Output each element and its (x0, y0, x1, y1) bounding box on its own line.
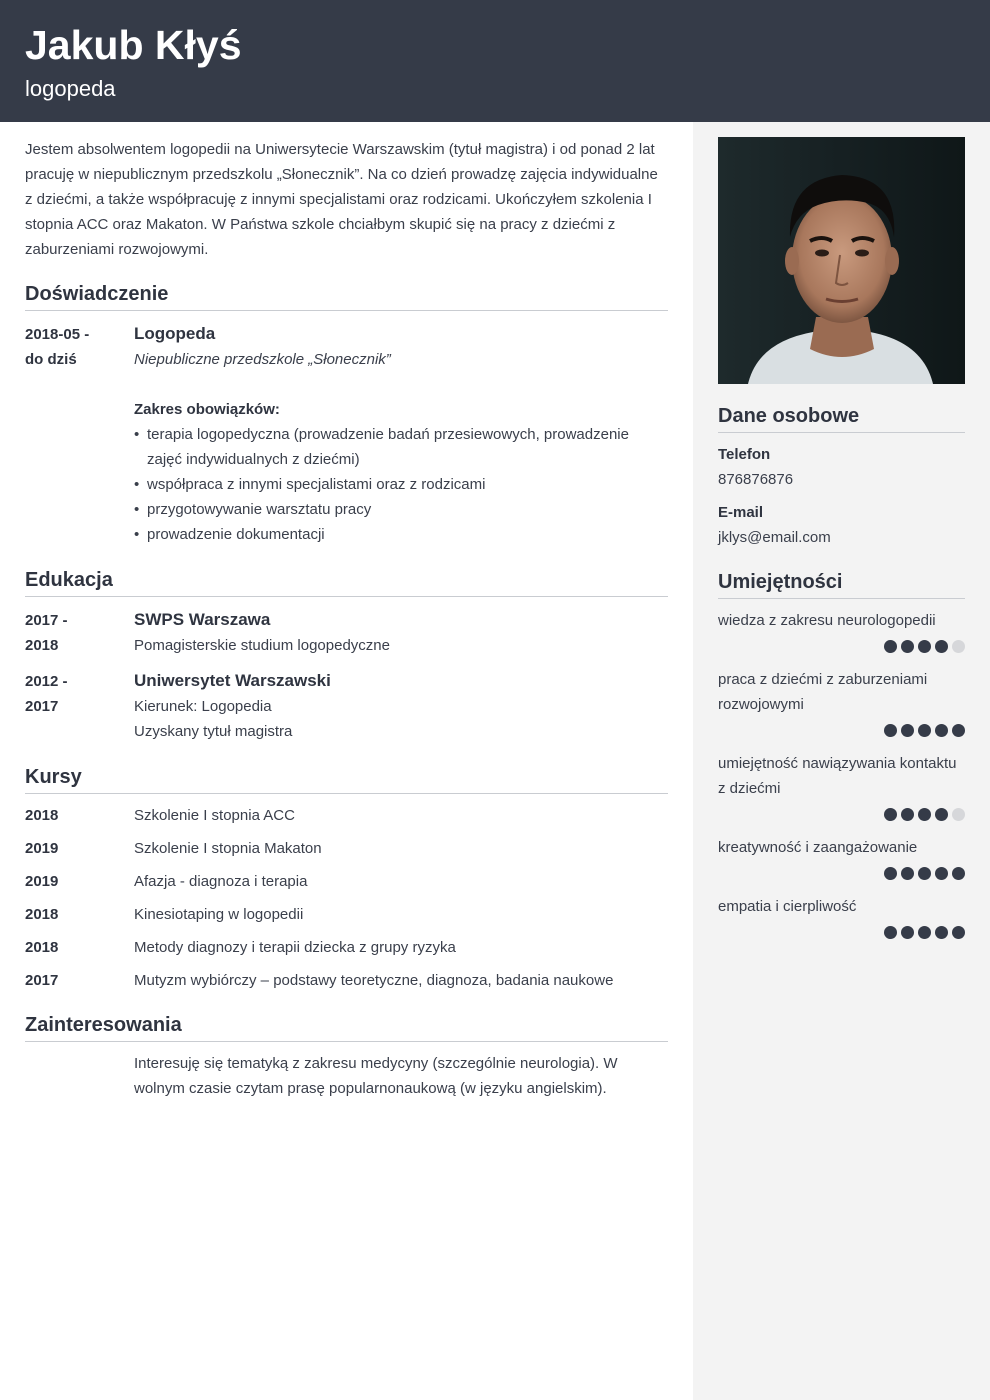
rating-dot-filled (935, 926, 948, 939)
rating-dot-filled (901, 640, 914, 653)
experience-date-from: 2018-05 - (25, 326, 90, 343)
section-title-interests: Zainteresowania (25, 1012, 668, 1042)
email-label: E-mail (718, 504, 764, 521)
section-title-personal: Dane osobowe (718, 403, 965, 433)
list-item: • przygotowywanie warsztatu pracy (134, 497, 668, 522)
course-name: Kinesiotaping w logopedii (134, 906, 304, 923)
rating-dot-filled (918, 867, 931, 880)
rating-dot-filled (935, 724, 948, 737)
rating-dot-empty (952, 640, 965, 653)
skill-rating (884, 724, 965, 737)
section-title-education: Edukacja (25, 567, 668, 597)
skill-rating (884, 867, 965, 880)
section-title-experience: Doświadczenie (25, 281, 668, 311)
education-detail: Kierunek: Logopedia (134, 698, 272, 715)
section-title-courses: Kursy (25, 764, 668, 794)
course-year: 2018 (25, 807, 59, 824)
skill-rating (884, 926, 965, 939)
rating-dot-filled (918, 724, 931, 737)
education-entry (134, 668, 668, 744)
email-value: jklys@email.com (718, 529, 831, 546)
rating-dot-filled (901, 808, 914, 821)
rating-dot-filled (901, 724, 914, 737)
rating-dot-filled (884, 867, 897, 880)
course-name: Afazja - diagnoza i terapia (134, 873, 308, 890)
education-date-from: 2017 - (25, 612, 68, 629)
phone-label: Telefon (718, 446, 771, 463)
rating-dot-filled (935, 808, 948, 821)
rating-dot-filled (884, 640, 897, 653)
education-entry (134, 607, 668, 658)
rating-dot-filled (884, 926, 897, 939)
experience-date-to: do dziś (25, 351, 77, 368)
rating-dot-filled (935, 640, 948, 653)
skill-name: empatia i cierpliwość (718, 898, 857, 915)
duties-list (134, 422, 668, 547)
profile-photo (718, 137, 965, 384)
rating-dot-filled (918, 808, 931, 821)
course-name: Szkolenie I stopnia ACC (134, 807, 295, 824)
skill-name: praca z dziećmi z zaburzeniami rozwojowymi (718, 671, 928, 713)
profile-summary: Jestem absolwentem logopedii na Uniwersytecie Warszawskim (tytuł magistra) i od ponad 2 lat pracuję w niepublicznym przedszkolu „Słonecznik”. Na co dzień prowadzę zajęcia indywidualne z dziećmi, a także współpracuję z innymi specjalistami oraz rodzicami. Ukończyłem szkolenia I stopnia ACC oraz Makaton. W Państwa szkole chciałbym skupić się na pracy z dziećmi z zaburzeniami rozwojowymi. (25, 141, 658, 258)
rating-dot-filled (952, 724, 965, 737)
rating-dot-filled (884, 808, 897, 821)
rating-dot-filled (901, 926, 914, 939)
rating-dot-filled (918, 926, 931, 939)
skill-rating (884, 640, 965, 653)
education-date-from: 2012 - (25, 673, 68, 690)
education-detail: Pomagisterskie studium logopedyczne (134, 637, 390, 654)
education-detail: Uzyskany tytuł magistra (134, 723, 293, 740)
rating-dot-filled (901, 867, 914, 880)
list-item: • terapia logopedyczna (prowadzenie badań przesiewowych, prowadzenie zajęć indywidualnych z dziećmi) (134, 422, 668, 472)
skill-rating (884, 808, 965, 821)
resume-header (0, 0, 990, 122)
course-year: 2019 (25, 873, 59, 890)
job-company: Niepubliczne przedszkole „Słonecznik” (134, 351, 391, 368)
rating-dot-empty (952, 808, 965, 821)
skill-name: umiejętność nawiązywania kontaktu z dziećmi (718, 755, 957, 797)
skill-name: wiedza z zakresu neurologopedii (718, 612, 936, 629)
course-year: 2019 (25, 840, 59, 857)
course-year: 2018 (25, 939, 59, 956)
list-item: • współpraca z innymi specjalistami oraz z rodzicami (134, 472, 668, 497)
course-name: Mutyzm wybiórczy – podstawy teoretyczne, diagnoza, badania naukowe (134, 972, 614, 989)
rating-dot-filled (935, 867, 948, 880)
section-title-skills: Umiejętności (718, 569, 965, 599)
course-name: Metody diagnozy i terapii dziecka z grupy ryzyka (134, 939, 456, 956)
phone-value: 876876876 (718, 471, 794, 488)
candidate-role: logopeda (25, 76, 116, 101)
rating-dot-filled (952, 926, 965, 939)
job-position: Logopeda (134, 324, 216, 343)
rating-dot-filled (884, 724, 897, 737)
experience-entry (134, 321, 668, 547)
interests-text: Interesuję się tematyką z zakresu medycyny (szczególnie neurologia). W wolnym czasie czytam prasę popularnonaukową (w języku angielskim). (134, 1055, 618, 1097)
duties-label: Zakres obowiązków: (134, 401, 280, 418)
skill-name: kreatywność i zaangażowanie (718, 839, 918, 856)
course-year: 2018 (25, 906, 59, 923)
school-name: SWPS Warszawa (134, 610, 271, 629)
portrait-illustration (718, 137, 965, 384)
education-date-to: 2017 (25, 698, 59, 715)
course-year: 2017 (25, 972, 59, 989)
education-date-to: 2018 (25, 637, 59, 654)
course-name: Szkolenie I stopnia Makaton (134, 840, 322, 857)
rating-dot-filled (918, 640, 931, 653)
candidate-name: Jakub Kłyś (25, 22, 242, 68)
school-name: Uniwersytet Warszawski (134, 671, 331, 690)
list-item: • prowadzenie dokumentacji (134, 522, 668, 547)
rating-dot-filled (952, 867, 965, 880)
